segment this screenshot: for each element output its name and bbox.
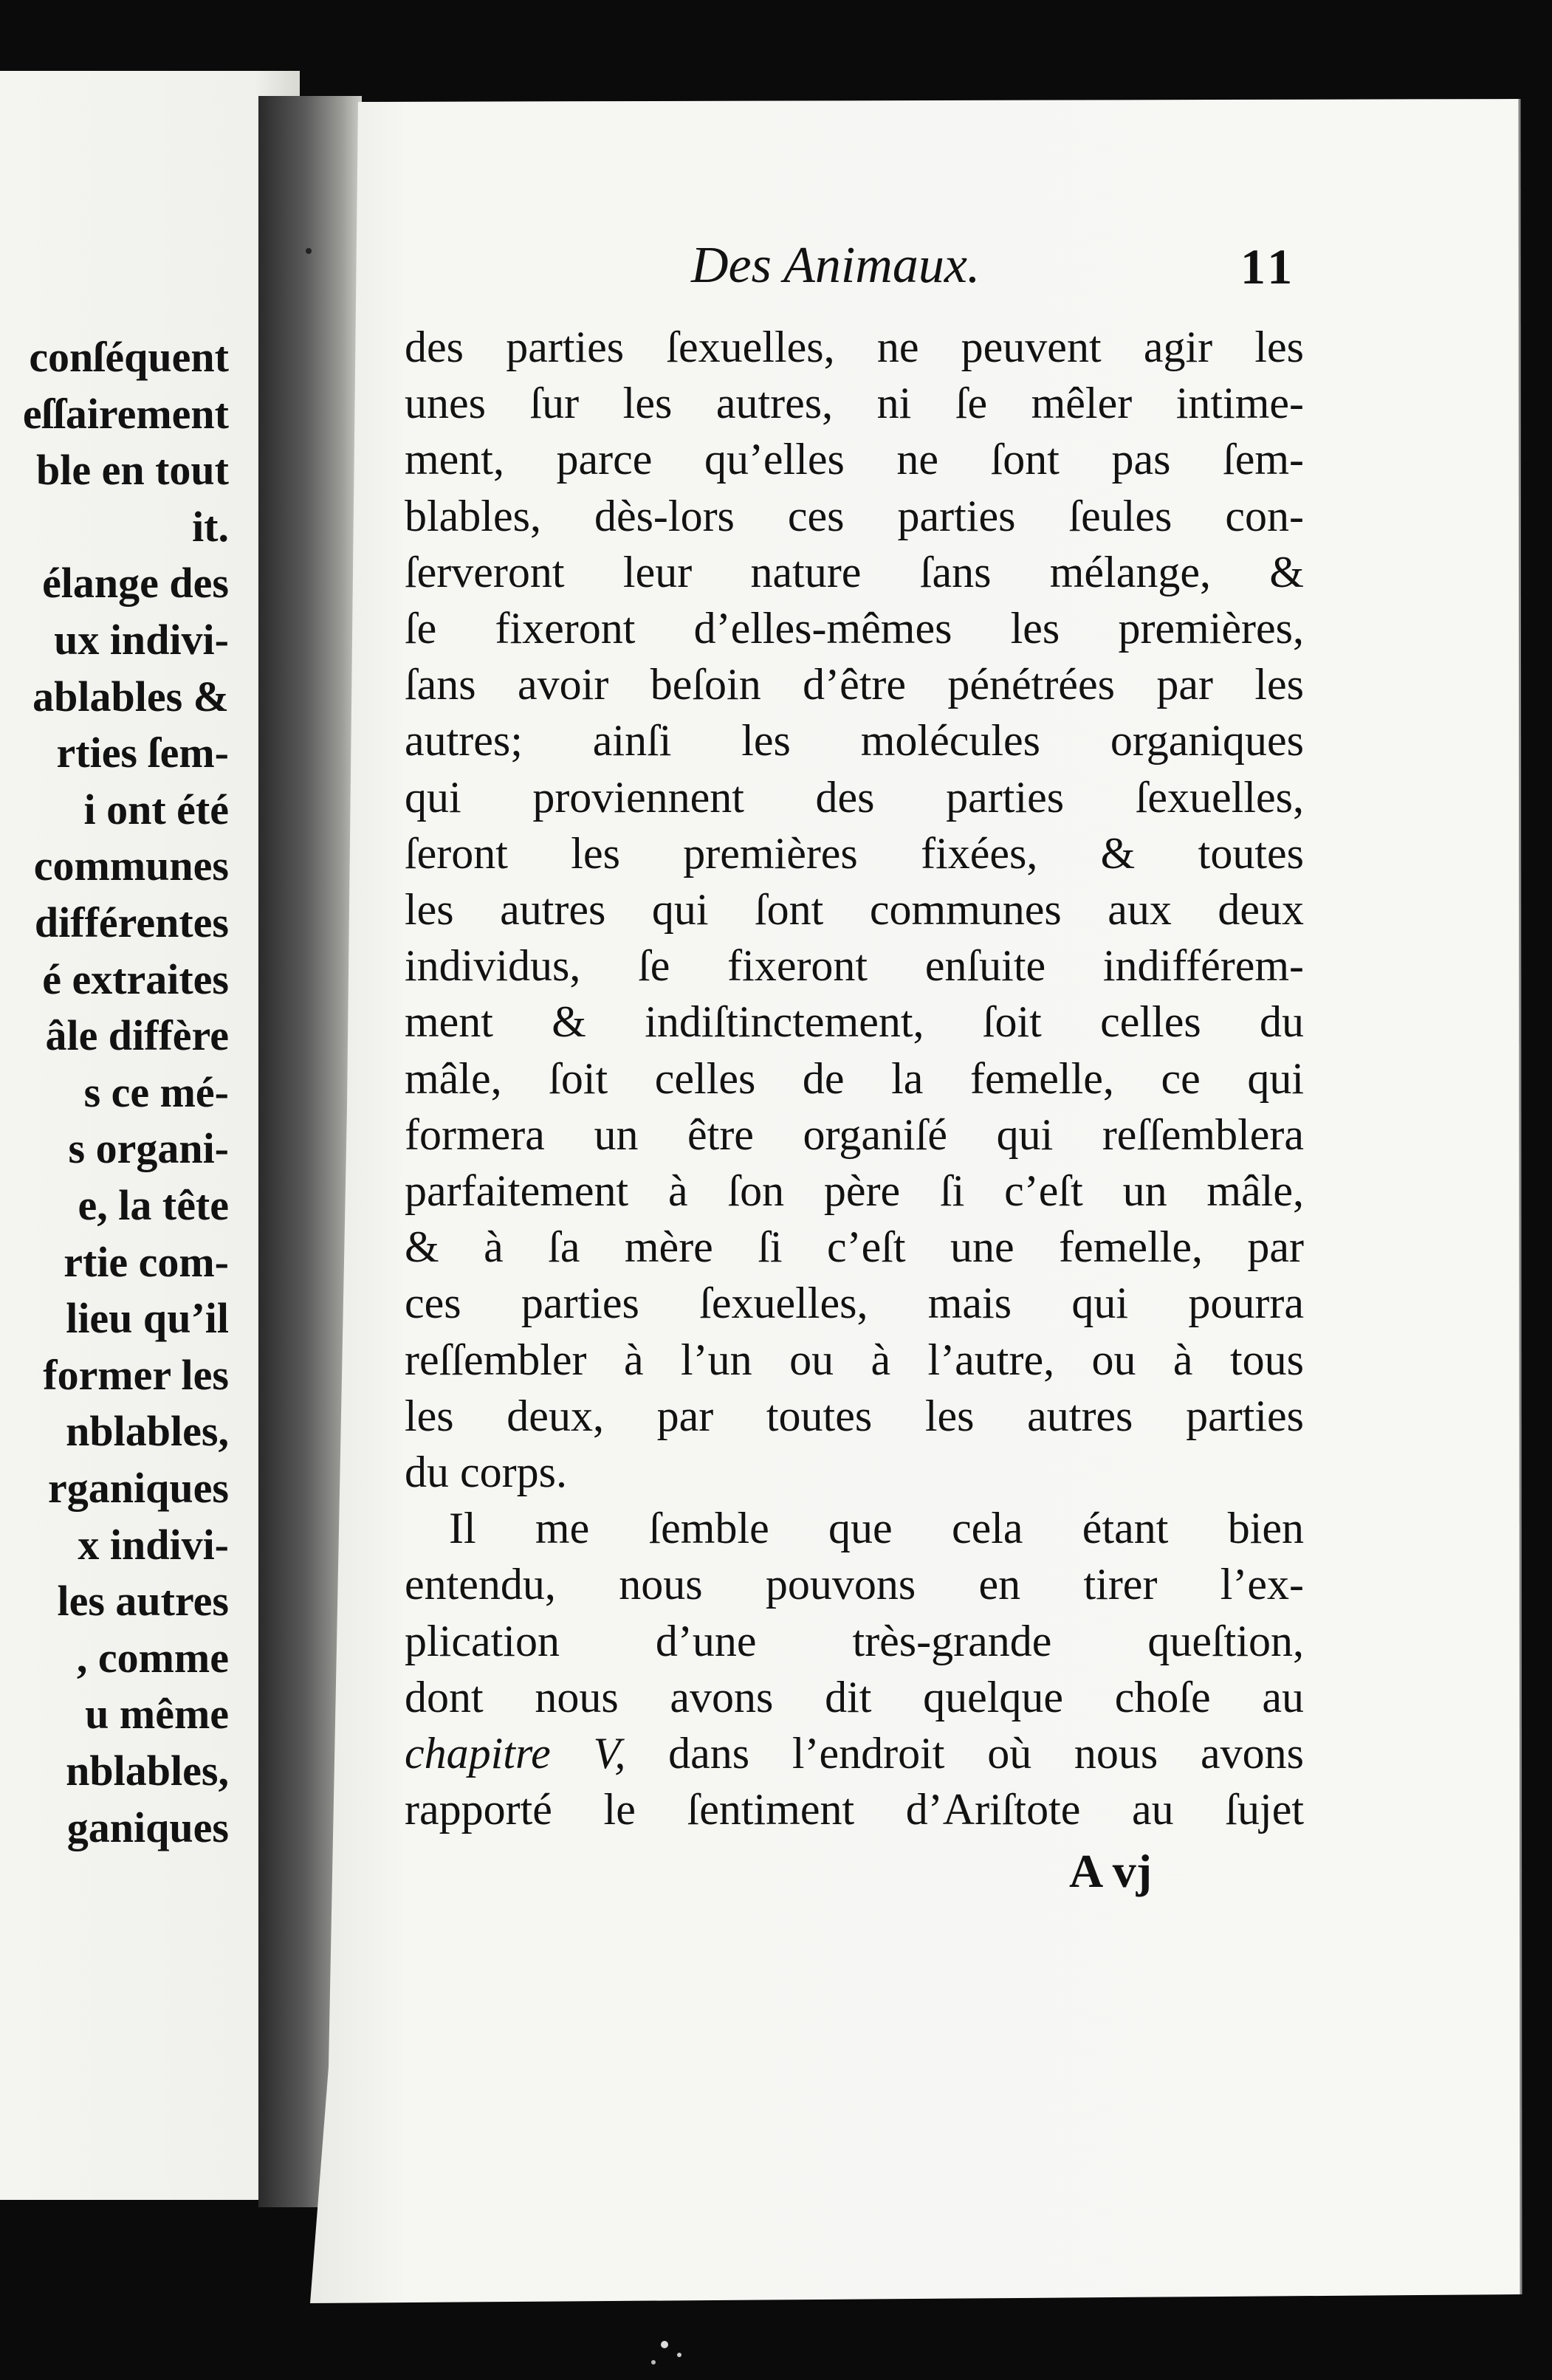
text-line: individus, ſe fixeront enſuite indifférem- [405, 941, 1304, 991]
text-line-fragment: , comme [76, 1633, 229, 1682]
text-line: reſſembler à l’un ou à l’autre, ou à tous [405, 1335, 1304, 1384]
text-line: dont nous avons dit quelque choſe au [405, 1672, 1304, 1722]
right-page-body [405, 319, 1304, 1840]
text-line-fragment: s ce mé- [83, 1067, 229, 1116]
text-line: & à ſa mère ſi c’eſt une femelle, par [405, 1222, 1304, 1272]
text-line-fragment: conſéquent [29, 333, 229, 381]
text-line: plication d’une très-grande queſtion, [405, 1616, 1304, 1665]
text-line: unes ſur les autres, ni ſe mêler intime- [405, 379, 1304, 428]
text-line-fragment: x indivi- [78, 1520, 229, 1569]
text-line: ſerveront leur nature ſans mélange, & [405, 547, 1304, 596]
text-line-fragment: rtie com- [63, 1237, 229, 1286]
text-line-fragment: ablables & [32, 672, 229, 720]
text-line-fragment: âle diffère [45, 1011, 229, 1060]
right-page-edge [1520, 99, 1521, 2294]
text-line-fragment: nblables, [66, 1747, 229, 1795]
text-line-fragment: élange des [42, 559, 229, 608]
speck [651, 2360, 656, 2364]
left-page-body [0, 329, 229, 1865]
text-line-fragment: rties ſem- [56, 729, 229, 777]
text-line-fragment: les autres [57, 1577, 229, 1626]
text-line-fragment: i ont été [83, 785, 229, 833]
text-fragment: dans l’endroit où nous avons [625, 1729, 1305, 1778]
text-line-fragment: rganiques [48, 1464, 229, 1512]
text-line-fragment: lieu qu’il [66, 1294, 229, 1343]
text-line-fragment: nblables, [66, 1407, 229, 1456]
page-number: 11 [1240, 238, 1297, 295]
text-line: ſeront les premières fixées, & toutes [405, 828, 1304, 878]
text-line: du corps. [405, 1448, 567, 1496]
chapter-reference: chapitre V, [405, 1729, 626, 1778]
text-line: ſans avoir beſoin d’être pénétrées par les [405, 660, 1304, 709]
text-line: blables, dès-lors ces parties ſeules con- [405, 491, 1304, 540]
text-line-fragment: communes [33, 842, 229, 890]
speck [306, 248, 312, 254]
text-line-fragment: é extraites [42, 955, 229, 1003]
signature-mark: A vj [1069, 1845, 1152, 1897]
text-line-fragment: ganiques [66, 1803, 229, 1851]
text-line [405, 1725, 1304, 1781]
text-line: les autres qui ſont communes aux deux [405, 885, 1304, 934]
text-line-fragment: e, la tête [78, 1181, 229, 1229]
text-line-fragment: s organi- [68, 1124, 229, 1173]
text-line: parfaitement à ſon père ſi c’eſt un mâle, [405, 1166, 1304, 1215]
text-line: entendu, nous pouvons en tirer l’ex- [405, 1560, 1304, 1609]
text-line: ces parties ſexuelles, mais qui pourra [405, 1279, 1304, 1328]
text-line: ment & indiſtinctement, ſoit celles du [405, 997, 1304, 1047]
text-line: formera un être organiſé qui reſſemblera [405, 1110, 1304, 1159]
text-line: mâle, ſoit celles de la femelle, ce qui [405, 1053, 1304, 1103]
text-line: qui proviennent des parties ſexuelles, [405, 772, 1304, 822]
text-line: rapporté le ſentiment d’Ariſtote au ſujet [405, 1785, 1304, 1834]
text-line: les deux, par toutes les autres parties [405, 1391, 1304, 1440]
running-title: Des Animaux. [691, 237, 981, 294]
text-line: ment, parce qu’elles ne ſont pas ſem- [405, 435, 1304, 484]
text-line-fragment: it. [192, 502, 229, 551]
text-line: autres; ainſi les molécules organiques [405, 716, 1304, 766]
speck [677, 2353, 681, 2357]
speck [661, 2341, 668, 2348]
text-line-fragment: différentes [34, 898, 229, 946]
text-line-fragment: former les [43, 1350, 229, 1399]
text-line: Il me ſemble que cela étant bien [449, 1504, 1304, 1553]
text-line-fragment: ble en tout [36, 446, 229, 495]
text-line-fragment: u même [85, 1690, 229, 1738]
text-line: ſe fixeront d’elles-mêmes les premières, [405, 604, 1304, 653]
text-line-fragment: eſſairement [22, 389, 229, 438]
text-line-fragment: ux indivi- [54, 616, 229, 664]
text-line: des parties ſexuelles, ne peuvent agir les [405, 323, 1304, 371]
